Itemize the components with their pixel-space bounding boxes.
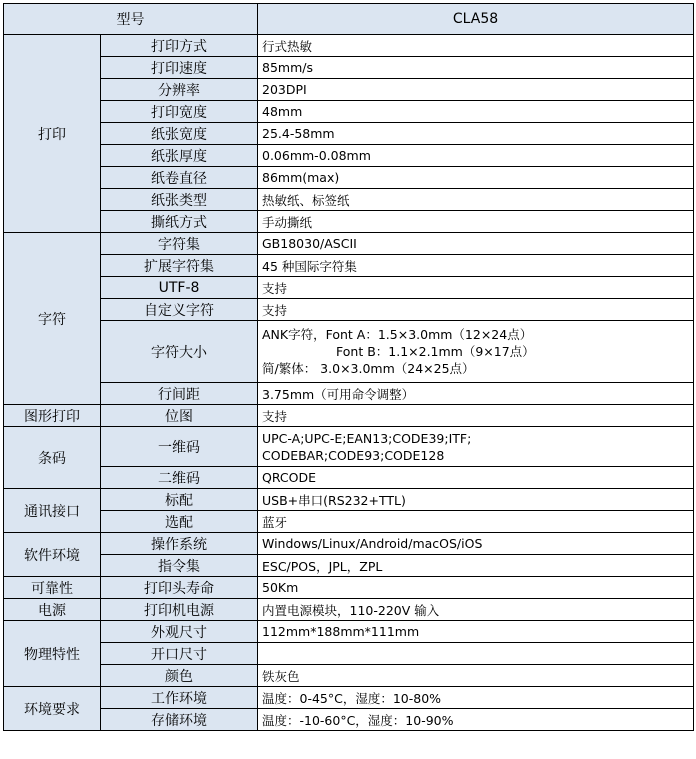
- row-label: 标配: [101, 489, 258, 511]
- row-label: 字符大小: [101, 321, 258, 383]
- row-value: 内置电源模块，110-220V 输入: [258, 599, 694, 621]
- char-size-line-3: 简/繁体： 3.0×3.0mm（24×25点）: [262, 361, 475, 376]
- table-row: [4, 489, 694, 511]
- table-row: [4, 533, 694, 555]
- row-label: 二维码: [101, 467, 258, 489]
- row-label: 纸张宽度: [101, 123, 258, 145]
- barcode-line-2: CODEBAR;CODE93;CODE128: [262, 447, 445, 463]
- table-row: [4, 687, 694, 709]
- category-software: 软件环境: [4, 533, 101, 577]
- header-row: [4, 4, 694, 35]
- row-value: 50Km: [258, 577, 694, 599]
- row-label: 扩展字符集: [101, 255, 258, 277]
- table-row: [4, 101, 694, 123]
- table-row: [4, 405, 694, 427]
- row-value: 蓝牙: [258, 511, 694, 533]
- row-label: 开口尺寸: [101, 643, 258, 665]
- row-value: GB18030/ASCII: [258, 233, 694, 255]
- row-label: 自定义字符: [101, 299, 258, 321]
- row-label: 位图: [101, 405, 258, 427]
- row-label: 打印速度: [101, 57, 258, 79]
- row-label: 打印机电源: [101, 599, 258, 621]
- row-label: 一维码: [101, 427, 258, 467]
- table-row: [4, 467, 694, 489]
- table-row: [4, 233, 694, 255]
- row-value: Windows/Linux/Android/macOS/iOS: [258, 533, 694, 555]
- row-label: 分辨率: [101, 79, 258, 101]
- model-value: CLA58: [258, 4, 694, 35]
- category-barcode: 条码: [4, 427, 101, 489]
- row-value: 86mm(max): [258, 167, 694, 189]
- row-value: 0.06mm-0.08mm: [258, 145, 694, 167]
- table-row: [4, 211, 694, 233]
- row-label: 字符集: [101, 233, 258, 255]
- row-label: 纸张厚度: [101, 145, 258, 167]
- row-value: [258, 321, 694, 383]
- row-label: 颜色: [101, 665, 258, 687]
- row-value: 3.75mm（可用命令调整）: [258, 383, 694, 405]
- row-value: USB+串口(RS232+TTL): [258, 489, 694, 511]
- row-value: 25.4-58mm: [258, 123, 694, 145]
- category-print: 打印: [4, 35, 101, 233]
- row-label: 行间距: [101, 383, 258, 405]
- row-value: 手动撕纸: [258, 211, 694, 233]
- row-value: 85mm/s: [258, 57, 694, 79]
- category-chars: 字符: [4, 233, 101, 405]
- category-reliability: 可靠性: [4, 577, 101, 599]
- row-value: [258, 427, 694, 467]
- row-value: 45 种国际字符集: [258, 255, 694, 277]
- table-row: [4, 167, 694, 189]
- row-value: 支持: [258, 277, 694, 299]
- table-row: [4, 511, 694, 533]
- table-row: [4, 709, 694, 731]
- row-label: 撕纸方式: [101, 211, 258, 233]
- row-label: 指令集: [101, 555, 258, 577]
- row-label: 打印方式: [101, 35, 258, 57]
- row-label: 操作系统: [101, 533, 258, 555]
- row-label: 纸卷直径: [101, 167, 258, 189]
- row-value: 48mm: [258, 101, 694, 123]
- row-value: 203DPI: [258, 79, 694, 101]
- row-value: 温度：-10-60°C，湿度：10-90%: [258, 709, 694, 731]
- row-value: 112mm*188mm*111mm: [258, 621, 694, 643]
- table-row: [4, 599, 694, 621]
- table-row: [4, 555, 694, 577]
- table-row: [4, 79, 694, 101]
- row-label: 外观尺寸: [101, 621, 258, 643]
- table-row: [4, 577, 694, 599]
- row-value: 铁灰色: [258, 665, 694, 687]
- table-row: [4, 427, 694, 467]
- barcode-line-1: UPC-A;UPC-E;EAN13;CODE39;ITF;: [262, 430, 472, 446]
- row-label: 工作环境: [101, 687, 258, 709]
- table-row: [4, 123, 694, 145]
- table-row: [4, 35, 694, 57]
- row-label: 选配: [101, 511, 258, 533]
- category-graphics: 图形打印: [4, 405, 101, 427]
- category-power: 电源: [4, 599, 101, 621]
- spec-table: [3, 3, 694, 731]
- row-label: 纸张类型: [101, 189, 258, 211]
- model-label: 型号: [4, 4, 258, 35]
- row-value: ESC/POS，JPL，ZPL: [258, 555, 694, 577]
- table-row: [4, 189, 694, 211]
- table-row: [4, 255, 694, 277]
- row-label: UTF-8: [101, 277, 258, 299]
- row-value: 热敏纸、标签纸: [258, 189, 694, 211]
- table-row: [4, 621, 694, 643]
- row-label: 打印宽度: [101, 101, 258, 123]
- category-comm: 通讯接口: [4, 489, 101, 533]
- table-row: [4, 299, 694, 321]
- row-label: 存储环境: [101, 709, 258, 731]
- row-value: [258, 643, 694, 665]
- table-row: [4, 643, 694, 665]
- table-row: [4, 321, 694, 383]
- category-physical: 物理特性: [4, 621, 101, 687]
- row-value: QRCODE: [258, 467, 694, 489]
- table-row: [4, 665, 694, 687]
- table-row: [4, 383, 694, 405]
- row-value: 行式热敏: [258, 35, 694, 57]
- char-size-line-1: ANK字符，Font A：1.5×3.0mm（12×24点）: [262, 327, 533, 342]
- row-value: 支持: [258, 299, 694, 321]
- char-size-line-2: Font B：1.1×2.1mm（9×17点）: [336, 344, 535, 359]
- category-env: 环境要求: [4, 687, 101, 731]
- table-row: [4, 277, 694, 299]
- row-value: 支持: [258, 405, 694, 427]
- table-row: [4, 57, 694, 79]
- row-label: 打印头寿命: [101, 577, 258, 599]
- table-row: [4, 145, 694, 167]
- row-value: 温度：0-45°C，湿度：10-80%: [258, 687, 694, 709]
